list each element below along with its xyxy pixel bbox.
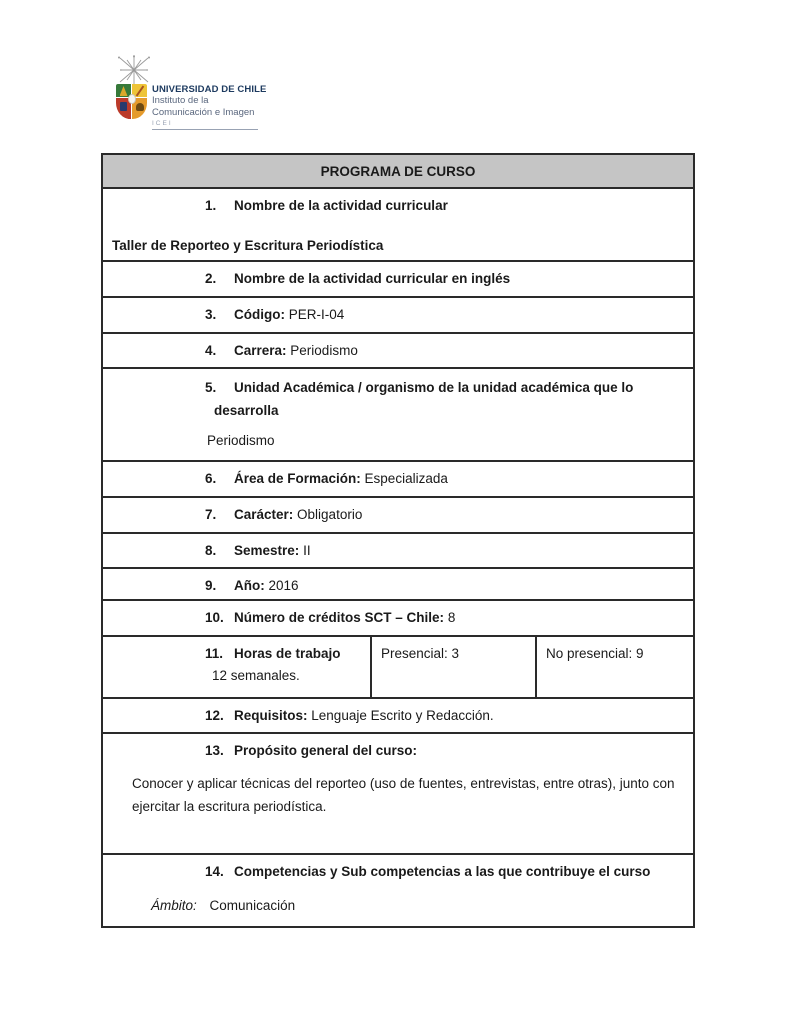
row-creditos-sct (103, 601, 693, 637)
item-value: Periodismo (290, 343, 358, 358)
horas-semanales: 12 semanales. (212, 668, 300, 683)
item-value: Lenguaje Escrito y Redacción. (311, 708, 494, 723)
item-label: Carrera: (234, 343, 287, 358)
horas-trabajo-cell (103, 637, 370, 697)
row-horas-trabajo (103, 637, 693, 699)
item-label: Nombre de la actividad curricular (234, 198, 448, 213)
item-number: 11. (205, 646, 224, 661)
numbered-item (103, 637, 370, 664)
logo-institute-line2: Comunicación e Imagen (152, 106, 255, 118)
row-nombre-ingles (103, 262, 693, 298)
item-label: Unidad Académica / organismo de la unidad académica que lo (234, 380, 634, 395)
row-caracter (103, 498, 693, 534)
row-nombre-actividad (103, 189, 693, 262)
row-codigo (103, 298, 693, 334)
item-number: 12. (205, 708, 224, 723)
logo-acronym: ICEI (152, 120, 173, 127)
table-title: PROGRAMA DE CURSO (103, 155, 693, 189)
item-number: 6. (205, 471, 217, 486)
numbered-item (103, 298, 693, 325)
row-carrera (103, 334, 693, 369)
course-title: Taller de Reporteo y Escritura Periodística (112, 238, 384, 253)
item-number: 10. (205, 610, 224, 625)
logo-institute-line1: Instituto de la (152, 95, 209, 106)
item-number: 7. (205, 507, 217, 522)
item-label: Requisitos: (234, 708, 308, 723)
item-label: Año: (234, 578, 265, 593)
numbered-item (103, 189, 693, 216)
item-label-continuation: desarrolla (214, 403, 279, 418)
logo-starburst-icon (112, 55, 156, 85)
numbered-item (103, 601, 693, 628)
row-anio (103, 569, 693, 601)
item-label: Número de créditos SCT – Chile: (234, 610, 445, 625)
no-presencial-cell: No presencial: 9 (535, 637, 693, 697)
item-number: 9. (205, 578, 217, 593)
item-label: Área de Formación: (234, 471, 361, 486)
ambito-line (151, 895, 295, 916)
course-program-table (101, 153, 695, 928)
logo-shield-icon (116, 84, 147, 119)
item-number: 5. (205, 380, 217, 395)
item-label: Carácter: (234, 507, 294, 522)
item-value: II (303, 543, 311, 558)
shield-center-oval (128, 94, 136, 104)
item-number: 13. (205, 743, 224, 758)
ambito-value: Comunicación (209, 898, 296, 913)
ambito-label: Ámbito: (151, 898, 197, 913)
row-proposito-general (103, 734, 693, 855)
item-number: 3. (205, 307, 217, 322)
item-label: Horas de trabajo (234, 646, 341, 661)
numbered-item (103, 855, 693, 882)
item-value: Periodismo (207, 433, 275, 448)
item-value: Obligatorio (297, 507, 363, 522)
item-label: Nombre de la actividad curricular en inglés (234, 271, 511, 286)
numbered-item (103, 569, 693, 596)
numbered-item (103, 369, 693, 398)
numbered-item (103, 334, 693, 361)
item-value: 2016 (268, 578, 299, 593)
item-value: 8 (447, 610, 456, 625)
item-label: Propósito general del curso: (234, 743, 418, 758)
row-unidad-academica (103, 369, 693, 462)
row-requisitos (103, 699, 693, 734)
item-label: Código: (234, 307, 285, 322)
numbered-item (103, 534, 693, 561)
item-number: 2. (205, 271, 217, 286)
row-competencias (103, 855, 693, 926)
item-value: PER-I-04 (288, 307, 345, 322)
item-number: 8. (205, 543, 217, 558)
item-number: 14. (205, 864, 224, 879)
logo-university-name: UNIVERSIDAD DE CHILE (152, 84, 267, 95)
numbered-item (103, 262, 693, 289)
item-value: Especializada (364, 471, 448, 486)
numbered-item (103, 734, 693, 761)
row-semestre (103, 534, 693, 569)
item-number: 4. (205, 343, 217, 358)
item-number: 1. (205, 198, 217, 213)
logo-underline (152, 129, 258, 130)
logo-text-block (152, 84, 267, 130)
presencial-cell: Presencial: 3 (370, 637, 535, 697)
row-area-formacion (103, 462, 693, 498)
numbered-item (103, 462, 693, 489)
proposito-paragraph: Conocer y aplicar técnicas del reporteo (uso de fuentes, entrevistas, entre otras), junto con ejercitar la escritura periodística. (132, 776, 675, 814)
numbered-item (103, 699, 693, 726)
item-label: Competencias y Sub competencias a las que contribuye el curso (234, 864, 651, 879)
numbered-item (103, 498, 693, 525)
item-label: Semestre: (234, 543, 300, 558)
